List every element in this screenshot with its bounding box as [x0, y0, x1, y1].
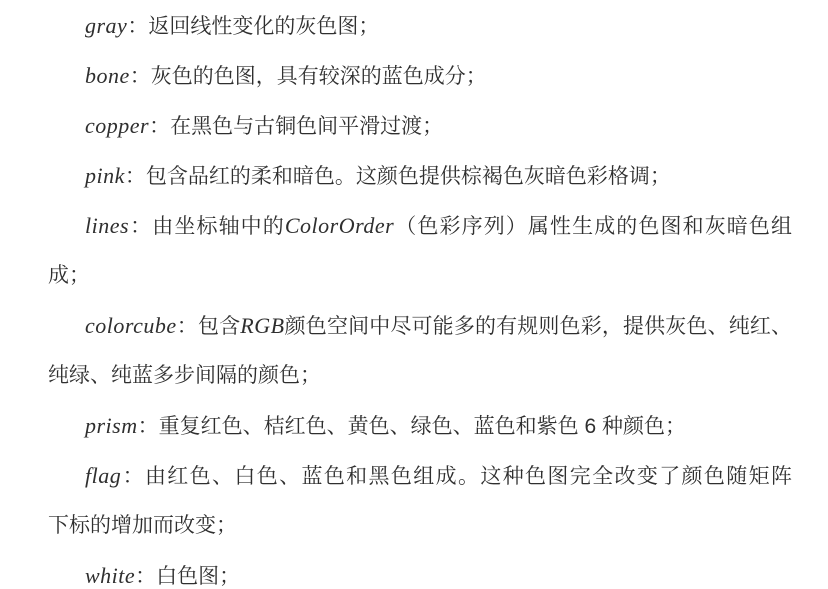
paragraph-lines-line-1 [48, 201, 792, 251]
paragraph-colorcube-line-1 [48, 301, 792, 351]
paragraph-copper [48, 101, 792, 151]
paragraph-colorcube-line-2 [48, 351, 792, 401]
text-run: ：由坐标轴中的 [129, 215, 285, 238]
text-run: ：灰色的色图，具有较深的蓝色成分； [129, 65, 487, 88]
paragraph-white [48, 551, 792, 589]
text-run: 成； [48, 264, 90, 287]
text-run: ：返回线性变化的灰色图； [127, 15, 380, 38]
paragraph-flag-line-1 [48, 451, 792, 501]
paragraph-bone [48, 51, 792, 101]
colormap-term-copper: copper [85, 113, 150, 138]
paragraph-lines-line-2 [48, 251, 792, 301]
text-run: （色彩序列）属性生成的色图和灰暗色组 [394, 215, 793, 238]
colormap-term-flag: flag [85, 463, 122, 488]
text-run: 颜色空间中尽可能多的有规则色彩，提供灰色、纯红、 [284, 315, 793, 338]
colormap-term-lines: lines [85, 213, 130, 238]
paragraph-flag-line-2 [48, 501, 792, 551]
colormap-term-bone: bone [85, 63, 130, 88]
text-run: ：重复红色、桔红色、黄色、绿色、蓝色和紫色 6 种颜色； [137, 415, 686, 438]
paragraph-prism [48, 401, 792, 451]
text-run: 纯绿、纯蓝多步间隔的颜色； [48, 364, 321, 387]
colormap-term-prism: prism [85, 413, 138, 438]
paragraph-gray [48, 1, 792, 51]
text-run: 下标的增加而改变； [48, 514, 237, 537]
text-run: ：白色图； [135, 565, 241, 588]
text-run: ：在黑色与古铜色间平滑过渡； [149, 115, 444, 138]
inline-term-rgb: RGB [240, 313, 285, 338]
text-run: ：包含 [176, 315, 241, 338]
colormap-term-gray: gray [85, 13, 128, 38]
text-run: ：包含品红的柔和暗色。这颜色提供棕褐色灰暗色彩格调； [124, 165, 671, 188]
colormap-term-colorcube: colorcube [85, 313, 177, 338]
text-run: ：由红色、白色、蓝色和黑色组成。这种色图完全改变了颜色随矩阵 [121, 465, 792, 488]
inline-term-colororder: ColorOrder [284, 213, 395, 238]
colormap-term-pink: pink [85, 163, 125, 188]
paragraph-pink [48, 151, 792, 201]
colormap-term-white: white [85, 563, 136, 588]
